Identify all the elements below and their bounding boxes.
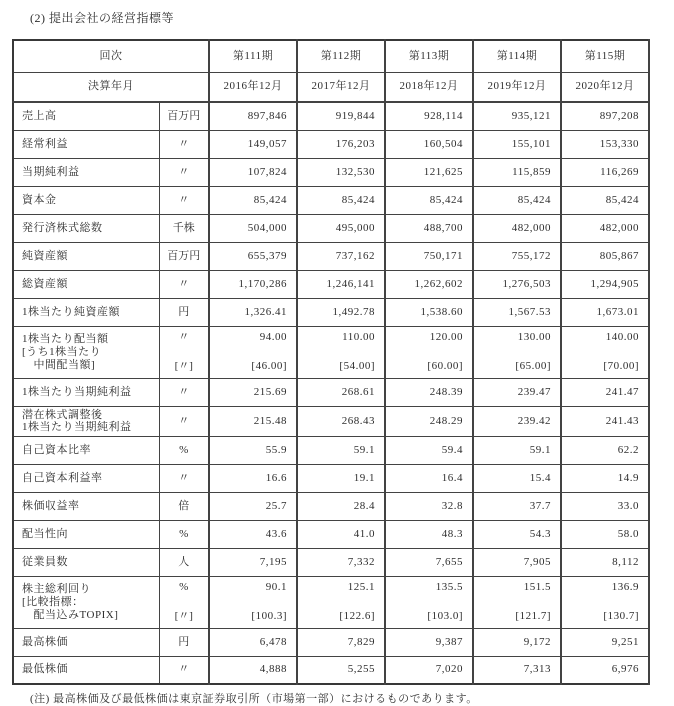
unit-cell: 円 xyxy=(159,628,209,656)
value-cell: 7,313 xyxy=(473,656,561,684)
unit-cell: 〃 xyxy=(159,656,209,684)
value-cell: 7,655 xyxy=(385,548,473,576)
cell-line: [46.00] xyxy=(251,359,287,372)
value-cell: 25.7 xyxy=(209,492,297,520)
cell-line: 151.5 xyxy=(523,580,551,593)
value-cell: 121,625 xyxy=(385,158,473,186)
value-cell: 7,195 xyxy=(209,548,297,576)
cell-line: 潜在株式調整後 xyxy=(22,409,103,421)
unit-cell: 〃 xyxy=(159,378,209,406)
table-row xyxy=(13,464,649,492)
unit-cell: 人 xyxy=(159,548,209,576)
cell-line: 125.1 xyxy=(347,580,375,593)
unit-cell: 〃 xyxy=(159,158,209,186)
cell-lines xyxy=(566,579,639,626)
value-cell: 153,330 xyxy=(561,130,649,158)
value-cell: 58.0 xyxy=(561,520,649,548)
cell-line: [〃] xyxy=(174,609,193,622)
value-cell: 19.1 xyxy=(297,464,385,492)
cell-line: 1株当たり配当額 xyxy=(22,332,109,345)
value-cell: 1,170,286 xyxy=(209,270,297,298)
row-label-cell: 最低株価 xyxy=(13,656,159,684)
value-cell: 1,492.78 xyxy=(297,298,385,326)
row-label-cell: 自己資本比率 xyxy=(13,436,159,464)
cell-line: 株主総利回り xyxy=(22,582,91,595)
value-cell: 7,020 xyxy=(385,656,473,684)
value-cell: 43.6 xyxy=(209,520,297,548)
cell-lines xyxy=(566,329,639,376)
cell-line: 94.00 xyxy=(259,330,287,343)
table-row xyxy=(13,548,649,576)
value-cell: 1,538.60 xyxy=(385,298,473,326)
table-row xyxy=(13,214,649,242)
value-cell: 7,332 xyxy=(297,548,385,576)
value-cell: 750,171 xyxy=(385,242,473,270)
value-cell xyxy=(385,576,473,628)
fiscal-column-cell: 2018年12月 xyxy=(385,72,473,102)
value-cell: 928,114 xyxy=(385,102,473,130)
value-cell: 85,424 xyxy=(209,186,297,214)
fiscal-column-cell: 2016年12月 xyxy=(209,72,297,102)
value-cell: 115,859 xyxy=(473,158,561,186)
unit-cell: % xyxy=(159,436,209,464)
table-row xyxy=(13,378,649,406)
value-cell: 1,276,503 xyxy=(473,270,561,298)
value-cell: 85,424 xyxy=(561,186,649,214)
value-cell: 1,262,602 xyxy=(385,270,473,298)
unit-cell: 〃 xyxy=(159,406,209,436)
row-label-cell: 発行済株式総数 xyxy=(13,214,159,242)
value-cell xyxy=(297,576,385,628)
value-cell: 482,000 xyxy=(561,214,649,242)
cell-line: 90.1 xyxy=(265,580,287,593)
cell-lines xyxy=(302,579,375,626)
value-cell xyxy=(209,326,297,378)
value-cell: 176,203 xyxy=(297,130,385,158)
table-row xyxy=(13,436,649,464)
cell-line: [65.00] xyxy=(515,359,551,372)
value-cell: 488,700 xyxy=(385,214,473,242)
unit-cell: 〃 xyxy=(159,186,209,214)
section-title: (2) 提出会社の経営指標等 xyxy=(30,11,174,25)
unit-cell: % xyxy=(159,520,209,548)
row-label-cell: 最高株価 xyxy=(13,628,159,656)
value-cell: 935,121 xyxy=(473,102,561,130)
header-row-fiscal xyxy=(13,72,649,102)
row-label-cell: 当期純利益 xyxy=(13,158,159,186)
value-cell: 1,294,905 xyxy=(561,270,649,298)
value-cell: 9,387 xyxy=(385,628,473,656)
value-cell: 897,846 xyxy=(209,102,297,130)
row-label-cell: 経常利益 xyxy=(13,130,159,158)
cell-line: 〃 xyxy=(178,330,190,343)
value-cell: 132,530 xyxy=(297,158,385,186)
value-cell: 268.61 xyxy=(297,378,385,406)
cell-line: [100.3] xyxy=(251,609,287,622)
row-label-cell: 資本金 xyxy=(13,186,159,214)
value-cell: 116,269 xyxy=(561,158,649,186)
value-cell: 897,208 xyxy=(561,102,649,130)
round-column-cell: 第113期 xyxy=(385,40,473,72)
fiscal-column-cell: 2019年12月 xyxy=(473,72,561,102)
table-row xyxy=(13,628,649,656)
cell-line: 135.5 xyxy=(435,580,463,593)
value-cell xyxy=(297,326,385,378)
row-label-cell: 株価収益率 xyxy=(13,492,159,520)
value-cell: 16.6 xyxy=(209,464,297,492)
value-cell: 85,424 xyxy=(473,186,561,214)
table-row xyxy=(13,102,649,130)
value-cell: 7,905 xyxy=(473,548,561,576)
row-label-cell: 1株当たり純資産額 xyxy=(13,298,159,326)
round-header-cell: 回次 xyxy=(13,40,209,72)
table-row xyxy=(13,298,649,326)
round-column-cell: 第115期 xyxy=(561,40,649,72)
cell-line: 中間配当額] xyxy=(22,358,96,371)
value-cell xyxy=(561,326,649,378)
value-cell xyxy=(473,576,561,628)
row-label-cell xyxy=(13,326,159,378)
row-label-cell: 従業員数 xyxy=(13,548,159,576)
value-cell: 160,504 xyxy=(385,130,473,158)
value-cell xyxy=(385,326,473,378)
cell-lines xyxy=(161,329,208,376)
financial-indicators-table xyxy=(12,39,650,685)
value-cell: 5,255 xyxy=(297,656,385,684)
row-label-cell: 売上高 xyxy=(13,102,159,130)
unit-cell: 百万円 xyxy=(159,102,209,130)
unit-cell: 〃 xyxy=(159,464,209,492)
value-cell: 37.7 xyxy=(473,492,561,520)
value-cell: 495,000 xyxy=(297,214,385,242)
value-cell: 241.43 xyxy=(561,406,649,436)
value-cell: 215.69 xyxy=(209,378,297,406)
fiscal-header-cell: 決算年月 xyxy=(13,72,209,102)
unit-cell: 円 xyxy=(159,298,209,326)
value-cell: 6,478 xyxy=(209,628,297,656)
cell-line: [比較指標： xyxy=(22,595,84,608)
value-cell: 15.4 xyxy=(473,464,561,492)
value-cell: 59.1 xyxy=(297,436,385,464)
value-cell: 482,000 xyxy=(473,214,561,242)
value-cell: 55.9 xyxy=(209,436,297,464)
round-column-cell: 第111期 xyxy=(209,40,297,72)
value-cell: 655,379 xyxy=(209,242,297,270)
footnote: (注) 最高株価及び最低株価は東京証券取引所（市場第一部）におけるものであります。 xyxy=(30,693,478,705)
value-cell: 62.2 xyxy=(561,436,649,464)
cell-line: [130.7] xyxy=(603,609,639,622)
value-cell: 755,172 xyxy=(473,242,561,270)
table-row xyxy=(13,242,649,270)
cell-line: 120.00 xyxy=(429,330,463,343)
round-column-cell: 第112期 xyxy=(297,40,385,72)
table-row xyxy=(13,406,649,436)
value-cell: 9,172 xyxy=(473,628,561,656)
value-cell: 54.3 xyxy=(473,520,561,548)
value-cell: 1,673.01 xyxy=(561,298,649,326)
value-cell: 241.47 xyxy=(561,378,649,406)
unit-cell: 〃 xyxy=(159,130,209,158)
unit-cell xyxy=(159,576,209,628)
value-cell: 919,844 xyxy=(297,102,385,130)
value-cell: 14.9 xyxy=(561,464,649,492)
cell-line: 136.9 xyxy=(611,580,639,593)
value-cell: 268.43 xyxy=(297,406,385,436)
header-row-round xyxy=(13,40,649,72)
value-cell: 155,101 xyxy=(473,130,561,158)
row-label-cell: 1株当たり当期純利益 xyxy=(13,378,159,406)
table-row xyxy=(13,656,649,684)
unit-cell: 百万円 xyxy=(159,242,209,270)
cell-line: [うち1株当たり xyxy=(22,345,102,358)
table-row xyxy=(13,492,649,520)
table-row xyxy=(13,186,649,214)
value-cell: 59.4 xyxy=(385,436,473,464)
value-cell: 41.0 xyxy=(297,520,385,548)
value-cell: 248.39 xyxy=(385,378,473,406)
value-cell: 239.42 xyxy=(473,406,561,436)
table-row xyxy=(13,158,649,186)
cell-line: [60.00] xyxy=(427,359,463,372)
cell-lines xyxy=(390,579,463,626)
row-label-cell xyxy=(13,406,159,436)
table-body xyxy=(13,102,649,684)
value-cell: 32.8 xyxy=(385,492,473,520)
cell-lines xyxy=(214,329,287,376)
cell-line: [121.7] xyxy=(515,609,551,622)
value-cell: 59.1 xyxy=(473,436,561,464)
row-label-cell: 自己資本利益率 xyxy=(13,464,159,492)
cell-line: [〃] xyxy=(174,359,193,372)
unit-cell: 倍 xyxy=(159,492,209,520)
row-label-cell: 配当性向 xyxy=(13,520,159,548)
value-cell: 7,829 xyxy=(297,628,385,656)
value-cell: 805,867 xyxy=(561,242,649,270)
table-row xyxy=(13,130,649,158)
unit-cell: 千株 xyxy=(159,214,209,242)
fiscal-column-cell: 2017年12月 xyxy=(297,72,385,102)
cell-lines xyxy=(214,579,287,626)
value-cell: 9,251 xyxy=(561,628,649,656)
cell-line: 110.00 xyxy=(342,330,375,343)
cell-line: % xyxy=(179,580,189,593)
value-cell: 33.0 xyxy=(561,492,649,520)
value-cell: 1,246,141 xyxy=(297,270,385,298)
cell-line: [54.00] xyxy=(339,359,375,372)
cell-lines xyxy=(478,579,551,626)
unit-cell: 〃 xyxy=(159,270,209,298)
table-row xyxy=(13,576,649,628)
value-cell xyxy=(473,326,561,378)
value-cell: 85,424 xyxy=(297,186,385,214)
value-cell: 107,824 xyxy=(209,158,297,186)
table-row xyxy=(13,270,649,298)
value-cell xyxy=(209,576,297,628)
cell-lines xyxy=(161,579,208,626)
round-column-cell: 第114期 xyxy=(473,40,561,72)
unit-cell xyxy=(159,326,209,378)
cell-lines xyxy=(390,329,463,376)
value-cell: 85,424 xyxy=(385,186,473,214)
cell-line: 130.00 xyxy=(517,330,551,343)
cell-line: [122.6] xyxy=(339,609,375,622)
value-cell: 239.47 xyxy=(473,378,561,406)
value-cell: 8,112 xyxy=(561,548,649,576)
row-label-cell xyxy=(13,576,159,628)
value-cell: 1,326.41 xyxy=(209,298,297,326)
value-cell: 28.4 xyxy=(297,492,385,520)
value-cell: 248.29 xyxy=(385,406,473,436)
value-cell: 16.4 xyxy=(385,464,473,492)
cell-line: 配当込みTOPIX] xyxy=(22,608,119,621)
value-cell: 1,567.53 xyxy=(473,298,561,326)
cell-line: 140.00 xyxy=(605,330,639,343)
value-cell: 737,162 xyxy=(297,242,385,270)
value-cell xyxy=(561,576,649,628)
value-cell: 215.48 xyxy=(209,406,297,436)
row-label-cell: 純資産額 xyxy=(13,242,159,270)
value-cell: 6,976 xyxy=(561,656,649,684)
cell-line: 1株当たり当期純利益 xyxy=(22,421,132,433)
cell-lines xyxy=(478,329,551,376)
value-cell: 149,057 xyxy=(209,130,297,158)
fiscal-column-cell: 2020年12月 xyxy=(561,72,649,102)
cell-line: [103.0] xyxy=(427,609,463,622)
value-cell: 4,888 xyxy=(209,656,297,684)
cell-lines xyxy=(302,329,375,376)
value-cell: 504,000 xyxy=(209,214,297,242)
cell-line: [70.00] xyxy=(603,359,639,372)
row-label-cell: 総資産額 xyxy=(13,270,159,298)
value-cell: 48.3 xyxy=(385,520,473,548)
table-row xyxy=(13,326,649,378)
table-row xyxy=(13,520,649,548)
table-header xyxy=(13,40,649,102)
